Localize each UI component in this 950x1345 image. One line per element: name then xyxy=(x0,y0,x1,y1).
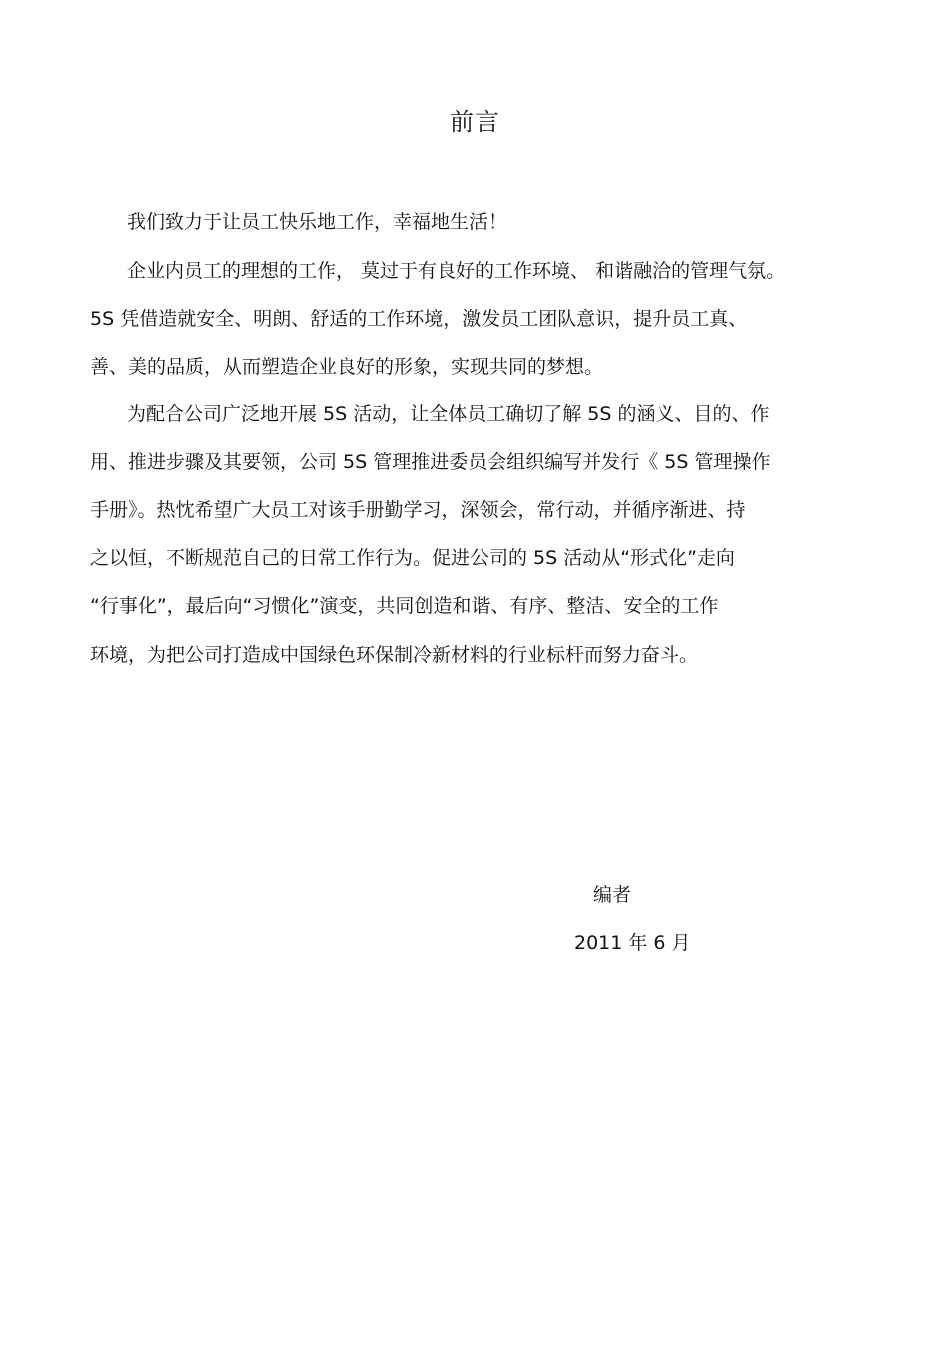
paragraph-line: 手册》。热忱希望广大员工对该手册勤学习，深领会，常行动，并循序渐进、持 xyxy=(90,499,746,521)
paragraph-line: 善、美的品质，从而塑造企业良好的形象，实现共同的梦想。 xyxy=(90,356,604,378)
paragraph-line: 为配合公司广泛地开展 5S 活动，让全体员工确切了解 5S 的涵义、目的、作 xyxy=(127,403,770,425)
paragraph-line: 之以恒，不断规范自己的日常工作行为。促进公司的 5S 活动从“形式化”走向 xyxy=(90,547,735,569)
paragraph-line: 用、推进步骤及其要领，公司 5S 管理推进委员会组织编写并发行《 5S 管理操作 xyxy=(90,451,771,473)
page-title: 前言 xyxy=(450,108,500,136)
signature-editor: 编者 xyxy=(593,884,632,906)
paragraph-line: 企业内员工的理想的工作， 莫过于有良好的工作环境、 和谐融洽的管理气氛。 xyxy=(127,260,786,282)
paragraph-line: 我们致力于让员工快乐地工作，幸福地生活！ xyxy=(127,211,508,233)
signature-date: 2011 年 6 月 xyxy=(574,932,691,954)
paragraph-line: 环境，为把公司打造成中国绿色环保制冷新材料的行业标杆而努力奋斗。 xyxy=(90,644,699,666)
paragraph-line: 5S 凭借造就安全、明朗、舒适的工作环境，激发员工团队意识，提升员工真、 xyxy=(90,308,748,330)
paragraph-line: “行事化”，最后向“习惯化”演变，共同创造和谐、有序、整洁、安全的工作 xyxy=(90,595,719,617)
